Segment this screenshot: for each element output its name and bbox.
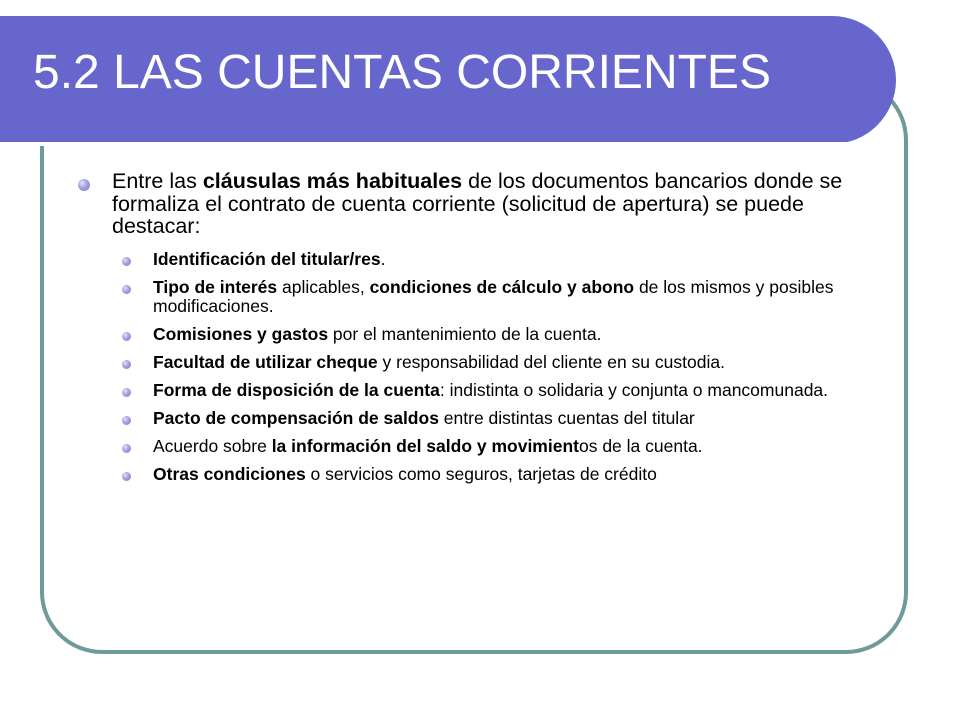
sub-item-cheque bbox=[76, 353, 896, 373]
item-bold: Identificación del titular/res bbox=[153, 248, 381, 269]
sub-item-otras bbox=[76, 465, 896, 485]
main-bullet-item bbox=[76, 170, 896, 238]
sub-item-compensacion bbox=[76, 409, 896, 429]
slide-content bbox=[76, 170, 896, 493]
sub-bullet-icon bbox=[122, 472, 131, 481]
bullet-icon bbox=[78, 179, 90, 191]
slide-title: 5.2 LAS CUENTAS CORRIENTES bbox=[33, 46, 771, 99]
item-bold: Forma de disposición de la cuenta bbox=[153, 380, 440, 400]
sub-bullet-icon bbox=[122, 388, 131, 397]
item-bold: Comisiones y gastos bbox=[153, 324, 329, 344]
sub-bullet-icon bbox=[122, 285, 131, 294]
item-bold: Otras condiciones bbox=[153, 464, 306, 484]
item-bold: Pacto de compensación de saldos bbox=[153, 408, 439, 428]
item-text: : indistinta o solidaria y conjunta o mancomunada. bbox=[439, 380, 829, 400]
intro-suffix: de los documentos bancarios donde se formaliza el contrato de cuenta corriente (solicitud de apertura) se puede destacar: bbox=[112, 169, 843, 238]
sub-bullet-list bbox=[76, 250, 896, 485]
item-text: o servicios como seguros, tarjetas de crédito bbox=[305, 464, 657, 484]
item-bold: Tipo de interés bbox=[153, 276, 278, 297]
item-bold: Facultad de utilizar cheque bbox=[153, 352, 378, 372]
item-text: entre distintas cuentas del titular bbox=[438, 408, 695, 428]
sub-item-informacion bbox=[76, 437, 896, 457]
sub-item-interes bbox=[76, 278, 896, 317]
intro-bold: cláusulas más habituales bbox=[202, 169, 463, 193]
sub-item-comisiones bbox=[76, 325, 896, 345]
item-text: por el mantenimiento de la cuenta. bbox=[328, 324, 602, 344]
sub-bullet-icon bbox=[122, 444, 131, 453]
item-bold-2: condiciones de cálculo y abono bbox=[369, 276, 635, 297]
item-text: . bbox=[380, 248, 386, 269]
sub-bullet-icon bbox=[122, 360, 131, 369]
sub-item-titular bbox=[76, 250, 896, 270]
sub-bullet-icon bbox=[122, 257, 131, 266]
title-underline bbox=[0, 142, 848, 146]
item-text-2: de los mismos y posibles modificaciones. bbox=[153, 276, 834, 316]
sub-item-disposicion bbox=[76, 381, 896, 401]
intro-text bbox=[112, 170, 896, 238]
item-text: os de la cuenta. bbox=[578, 436, 703, 456]
item-text: y responsabilidad del cliente en su custodia. bbox=[377, 352, 725, 372]
item-bold: la información del saldo y movimient bbox=[271, 436, 579, 456]
item-text: aplicables, bbox=[277, 276, 370, 297]
item-text-lead: Acuerdo sobre bbox=[153, 436, 272, 456]
intro-prefix: Entre las bbox=[112, 169, 203, 193]
sub-bullet-icon bbox=[122, 416, 131, 425]
sub-bullet-icon bbox=[122, 332, 131, 341]
